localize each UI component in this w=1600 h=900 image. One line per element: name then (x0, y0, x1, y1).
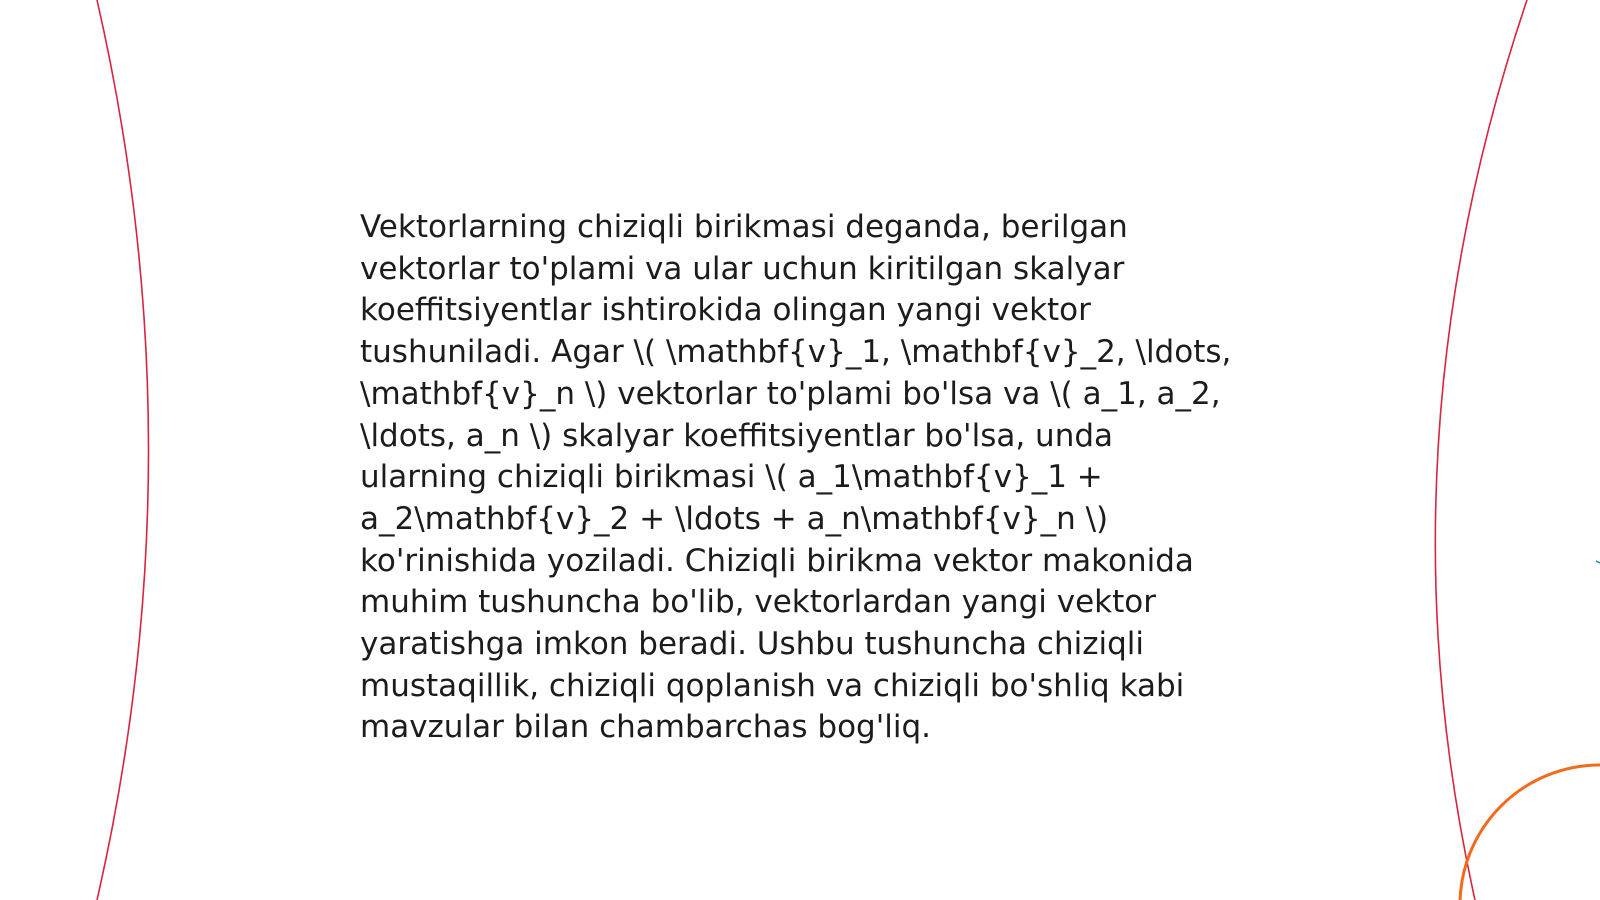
left-curve-decoration (97, 0, 149, 900)
right-curve-decoration (1435, 0, 1527, 900)
edge-mark-decoration (1596, 561, 1600, 563)
accent-circle-decoration (1460, 765, 1600, 900)
slide-body-text: Vektorlarning chiziqli birikmasi deganda, berilgan vektorlar to'plami va ular uchun kiritilgan skalyar koeffitsiyentlar ishtirokida olingan yangi vektor tushuniladi. Agar \( \mathbf{v}_1, \mathbf{v}_2, \ldots, \mathbf{v}_n \) vektorlar to'plami bo'lsa va \( a_1, a_2, \ldots, a_n \) skalyar koeffitsiyentlar bo'lsa, unda ularning chiziqli birikmasi \( a_1\mathbf{v}_1 + a_2\mathbf{v}_2 + \ldots + a_n\mathbf{v}_n \) ko'rinishida yoziladi. Chiziqli birikma vektor makonida muhim tushuncha bo'lib, vektorlardan yangi vektor yaratishga imkon beradi. Ushbu tushuncha chiziqli mustaqillik, chiziqli qoplanish va chiziqli bo'shliq kabi mavzular bilan chambarchas bog'liq. (360, 209, 1232, 746)
